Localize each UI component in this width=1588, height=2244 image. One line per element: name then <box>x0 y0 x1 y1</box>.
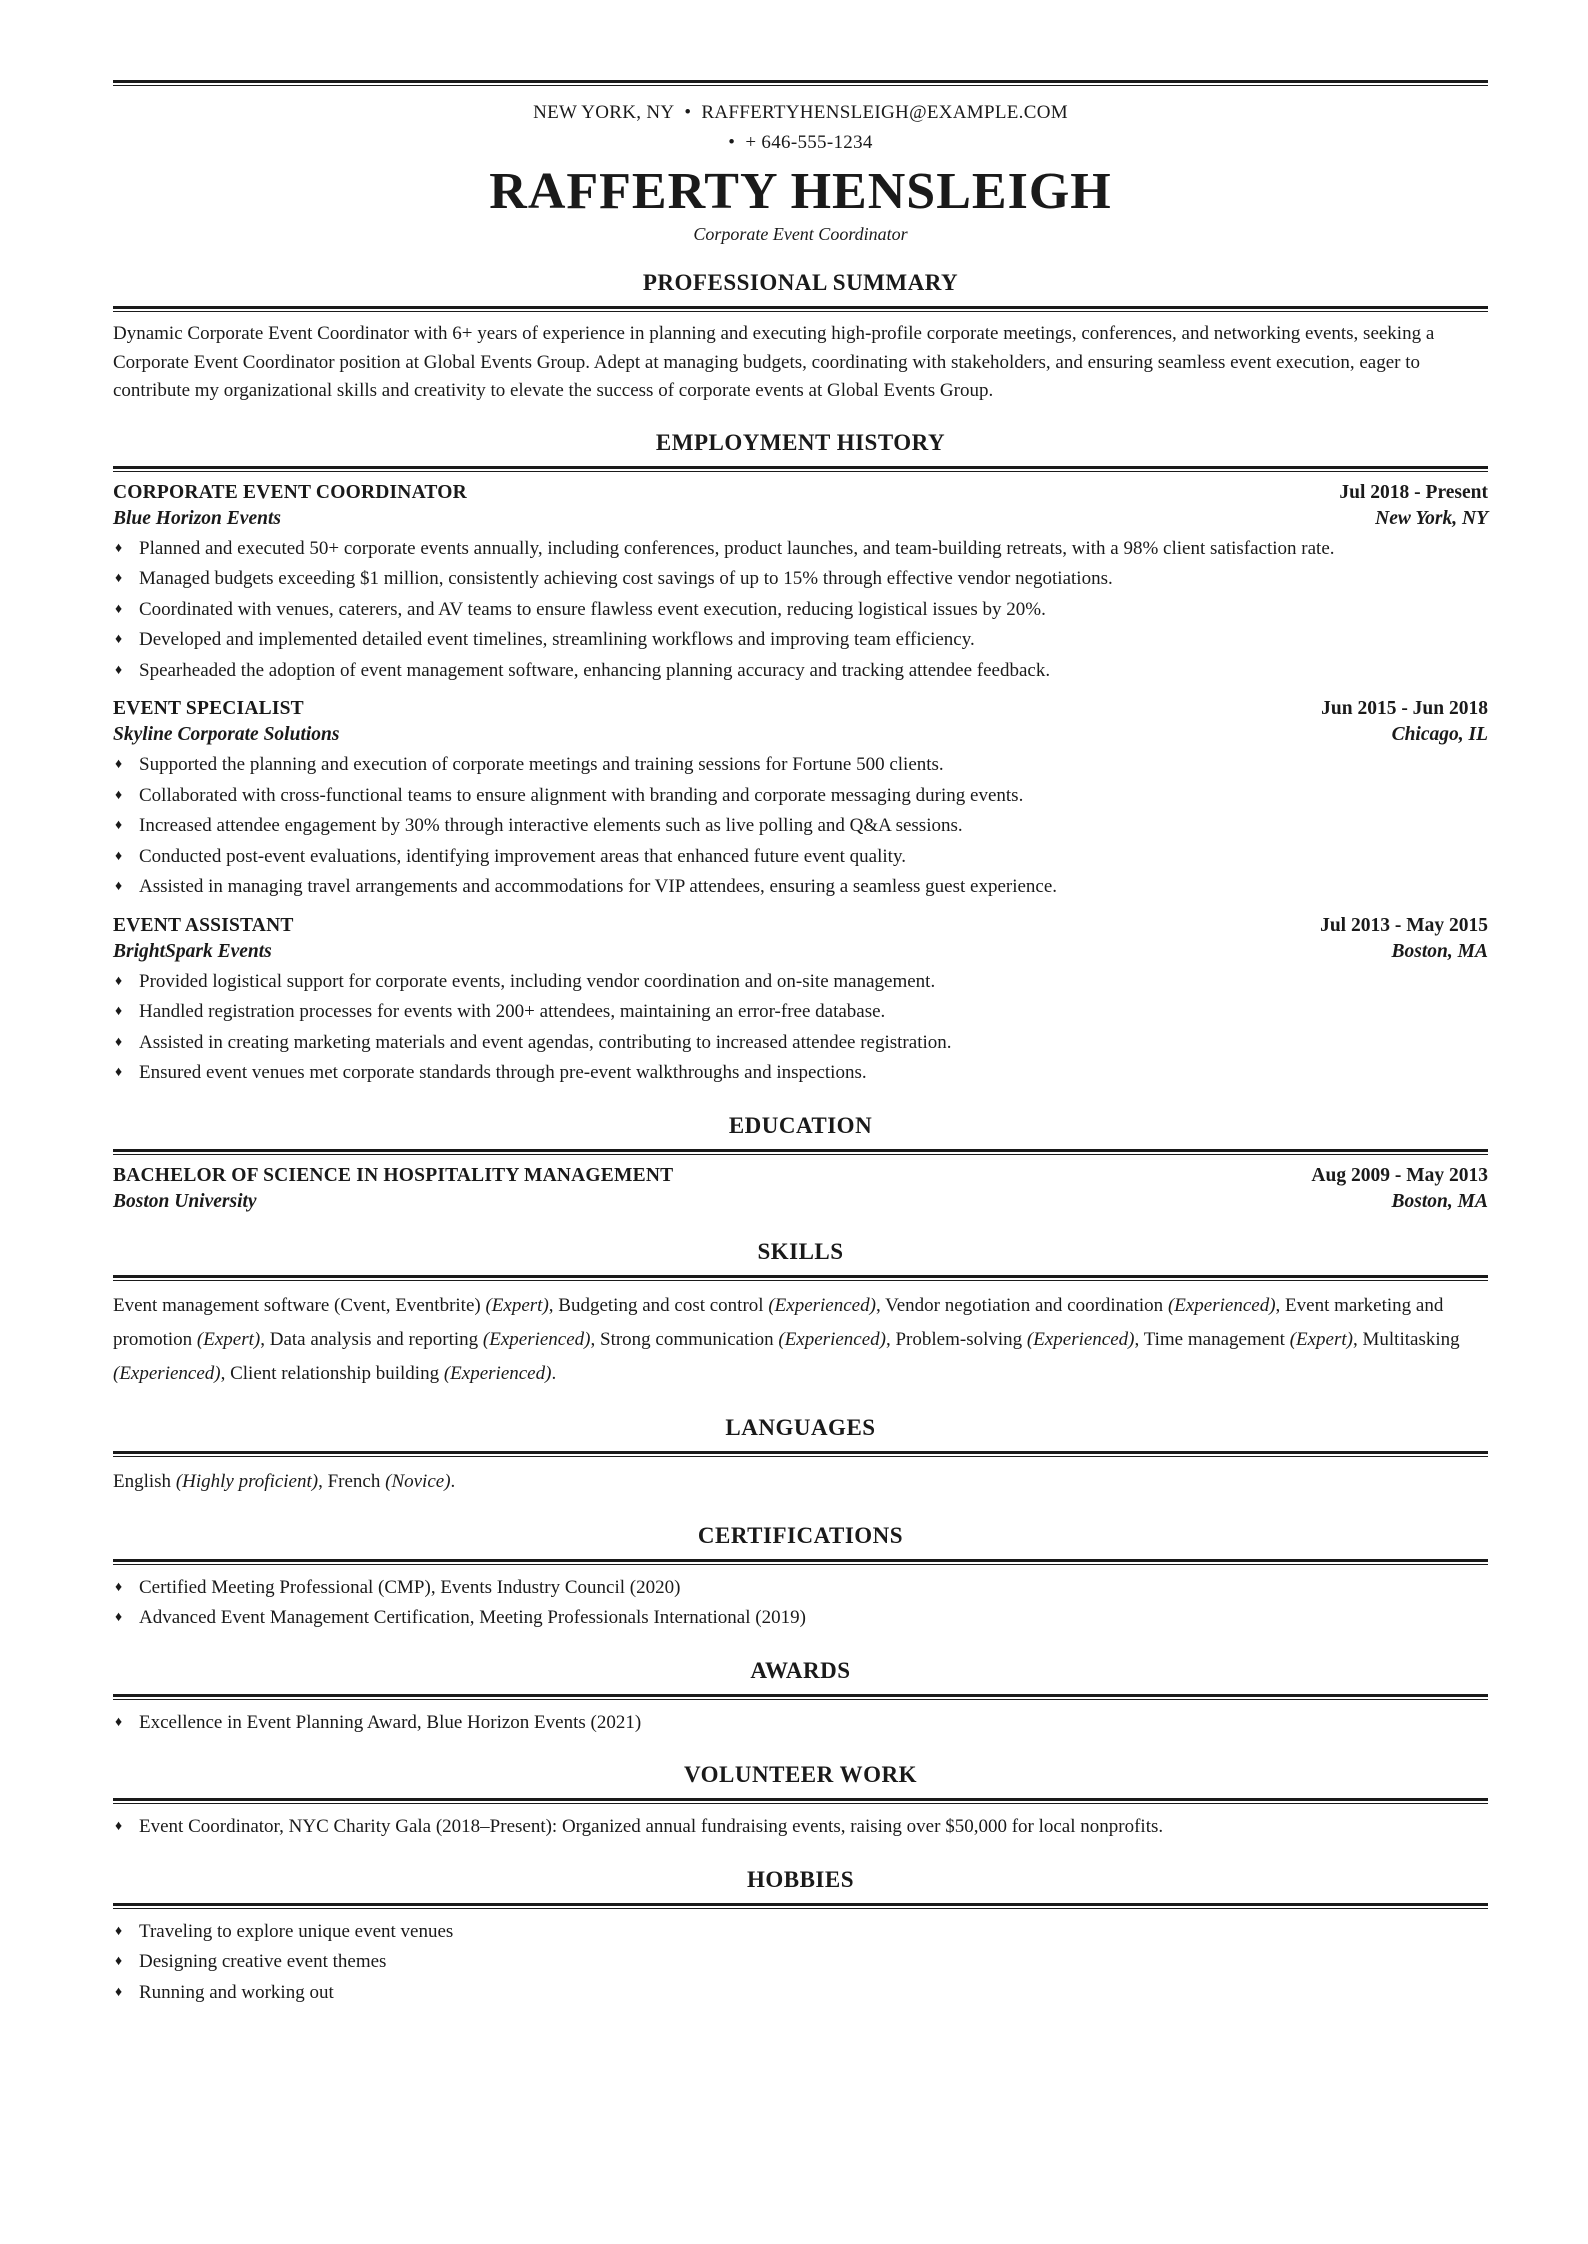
bullet-text: Spearheaded the adoption of event management software, enhancing planning accuracy and tracking attendee feedback. <box>139 659 1051 681</box>
summary-text: Dynamic Corporate Event Coordinator with 6+ years of experience in planning and executing high-profile corporate meetings, conferences, and networking events, seeking a Corporate Event Coordinator position at Global Events Group. Adept at managing budgets, coordinating with stakeholders, and ensuring seamless event execution, eager to contribute my organizational skills and creativity to elevate the success of corporate events at Global Events Group. <box>113 323 1435 401</box>
diamond-bullet-icon: ♦ <box>115 1065 123 1080</box>
bullet-text: Coordinated with venues, caterers, and AV teams to ensure flawless event execution, reducing logistical issues by 20%. <box>139 598 1046 620</box>
bullet-text: Assisted in creating marketing materials and event agendas, contributing to increased attendee registration. <box>139 1031 952 1053</box>
job-title: CORPORATE EVENT COORDINATOR <box>113 481 467 503</box>
bullet-text: Managed budgets exceeding $1 million, consistently achieving cost savings of up to 15% through effective vendor negotiations. <box>139 568 1113 589</box>
volunteer-list <box>113 1812 1488 1843</box>
contact-line-2 <box>113 128 1488 158</box>
skill-level: (Experienced) <box>443 1362 552 1384</box>
employment-body <box>113 480 1488 1089</box>
section-heading: SKILLS <box>757 1238 844 1264</box>
job-entry <box>113 696 1488 903</box>
diamond-bullet-icon: ♦ <box>115 1610 123 1625</box>
bullet-text: Handled registration processes for events with 200+ attendees, maintaining an error-free database. <box>139 1001 886 1022</box>
bullet-text: Increased attendee engagement by 30% through interactive elements such as live polling and Q&A sessions. <box>139 815 963 836</box>
list-item <box>113 595 1488 626</box>
language-name: English <box>113 1470 172 1492</box>
list-item <box>113 872 1488 903</box>
list-item <box>113 534 1488 565</box>
volunteer-body <box>113 1812 1488 1843</box>
candidate-name: RAFFERTY HENSLEIGH <box>489 163 1112 220</box>
section-employment <box>113 428 1488 1089</box>
diamond-bullet-icon: ♦ <box>115 1714 123 1730</box>
section-heading: LANGUAGES <box>725 1414 876 1440</box>
top-double-rule <box>113 80 1488 86</box>
job-bullets <box>113 967 1488 1089</box>
bullet-text: Planned and executed 50+ corporate events annually, including conferences, product launches, and team-building retreats, with a 98% client satisfaction rate. <box>139 537 1335 559</box>
diamond-bullet-icon: ♦ <box>115 879 123 894</box>
list-item <box>113 967 1488 998</box>
diamond-bullet-icon: ♦ <box>115 1984 123 2000</box>
education-body <box>113 1163 1488 1215</box>
skills-body: Event management software (Cvent, Eventbrite) (Expert), Budgeting and cost control (Experienced), Vendor negotiation and coordination (Experienced), Event marketing and promotion (Expert), Data analysis and reporting (Experienced), Strong communication (Experienced), Problem-solving (Experienced), Time management (Expert), Multitasking (Experienced), Client relationship building (Experienced). <box>113 1294 1460 1384</box>
skill-name: Time management <box>1143 1328 1285 1350</box>
languages-body: English (Highly proficient), French (Novice). <box>113 1470 456 1492</box>
diamond-bullet-icon: ♦ <box>115 540 123 556</box>
skill-level: (Experienced) <box>113 1362 221 1384</box>
skill-name: Strong communication <box>600 1328 774 1350</box>
language-level: (Novice) <box>385 1470 451 1492</box>
skill-level: (Expert) <box>1289 1328 1353 1350</box>
skill-name: Multitasking <box>1362 1328 1460 1350</box>
job-entry <box>113 480 1488 687</box>
job-company: Skyline Corporate Solutions <box>113 724 340 745</box>
skill-name: Data analysis and reporting <box>269 1328 479 1350</box>
job-title: EVENT SPECIALIST <box>113 698 304 719</box>
diamond-bullet-icon: ♦ <box>115 1004 123 1019</box>
hobbies-body <box>113 1917 1488 2009</box>
list-item <box>113 1573 1488 1604</box>
section-rule <box>113 1275 1488 1281</box>
awards-list <box>113 1708 1488 1739</box>
bullet-text: Ensured event venues met corporate standards through pre-event walkthroughs and inspections. <box>139 1062 867 1083</box>
diamond-bullet-icon: ♦ <box>115 1579 123 1595</box>
section-heading: VOLUNTEER WORK <box>684 1762 917 1787</box>
skill-name: Problem-solving <box>895 1328 1023 1350</box>
section-heading: AWARDS <box>750 1657 851 1683</box>
list-item <box>113 1917 1488 1948</box>
list-item <box>113 1812 1488 1843</box>
diamond-bullet-icon: ♦ <box>115 818 123 833</box>
section-education <box>113 1111 1488 1215</box>
list-item <box>113 1058 1488 1089</box>
degree: BACHELOR OF SCIENCE IN HOSPITALITY MANAGEMENT <box>113 1164 674 1186</box>
diamond-bullet-icon: ♦ <box>115 787 123 803</box>
job-location: New York, NY <box>1375 507 1488 529</box>
skill-level: (Experienced) <box>768 1294 876 1316</box>
list-item <box>113 997 1488 1028</box>
list-item <box>113 564 1488 595</box>
school-location: Boston, MA <box>1391 1190 1488 1212</box>
resume-page <box>113 80 1488 2008</box>
section-rule <box>113 1798 1488 1804</box>
bullet-text: Event Coordinator, NYC Charity Gala (2018–Present): Organized annual fundraising events, raising over $50,000 for local nonprofits. <box>139 1816 1164 1837</box>
skill-level: (Expert) <box>485 1294 549 1316</box>
section-heading: CERTIFICATIONS <box>697 1522 904 1548</box>
section-certifications <box>113 1521 1488 1634</box>
job-title-subtitle: Corporate Event Coordinator <box>693 224 908 244</box>
skill-name: Budgeting and cost control <box>558 1294 764 1316</box>
section-rule <box>113 1694 1488 1700</box>
certifications-list <box>113 1573 1488 1634</box>
contact-line-1 <box>113 98 1488 128</box>
section-summary <box>113 268 1488 406</box>
diamond-bullet-icon: ♦ <box>115 1034 123 1050</box>
section-rule <box>113 1903 1488 1909</box>
job-bullets <box>113 534 1488 687</box>
bullet-text: Designing creative event themes <box>139 1951 387 1972</box>
bullet-text: Collaborated with cross-functional teams to ensure alignment with branding and corporate messaging during events. <box>139 784 1024 806</box>
phone: + 646-555-1234 <box>745 132 873 153</box>
separator-dot: • <box>728 132 736 153</box>
list-item <box>113 1028 1488 1059</box>
section-rule <box>113 1149 1488 1155</box>
diamond-bullet-icon: ♦ <box>115 848 123 864</box>
bullet-text: Supported the planning and execution of corporate meetings and training sessions for Fortune 500 clients. <box>139 754 944 775</box>
job-dates: Jun 2015 - Jun 2018 <box>1321 698 1488 719</box>
list-item <box>113 656 1488 687</box>
hobbies-list <box>113 1917 1488 2009</box>
separator-dot: • <box>684 102 692 123</box>
skill-name: Event management software (Cvent, Eventbrite) <box>113 1294 481 1316</box>
list-item <box>113 1947 1488 1978</box>
skill-level: (Experienced) <box>1026 1328 1135 1350</box>
language-level: (Highly proficient) <box>175 1470 319 1492</box>
education-entry <box>113 1163 1488 1215</box>
skill-name: Vendor negotiation and coordination <box>885 1294 1164 1316</box>
email: RAFFERTYHENSLEIGH@EXAMPLE.COM <box>701 102 1068 123</box>
list-item <box>113 750 1488 781</box>
diamond-bullet-icon: ♦ <box>115 973 123 989</box>
school: Boston University <box>113 1190 257 1212</box>
job-title: EVENT ASSISTANT <box>113 914 294 936</box>
job-entry <box>113 913 1488 1089</box>
job-dates: Jul 2013 - May 2015 <box>1320 914 1488 936</box>
bullet-text: Conducted post-event evaluations, identifying improvement areas that enhanced future event quality. <box>139 845 906 867</box>
section-awards <box>113 1656 1488 1739</box>
skill-name: Client relationship building <box>230 1362 440 1384</box>
section-heading: EDUCATION <box>728 1112 873 1138</box>
section-rule <box>113 466 1488 472</box>
list-item <box>113 842 1488 873</box>
bullet-text: Running and working out <box>139 1981 334 2003</box>
location: NEW YORK, NY <box>533 102 675 123</box>
bullet-text: Certified Meeting Professional (CMP), Events Industry Council (2020) <box>139 1576 681 1598</box>
section-rule <box>113 1559 1488 1565</box>
section-heading: EMPLOYMENT HISTORY <box>655 429 946 455</box>
diamond-bullet-icon: ♦ <box>115 1819 123 1834</box>
diamond-bullet-icon: ♦ <box>115 601 123 617</box>
diamond-bullet-icon: ♦ <box>115 632 123 647</box>
skill-name: Event marketing and promotion <box>113 1294 1444 1350</box>
contact-info <box>113 98 1488 158</box>
list-item <box>113 625 1488 656</box>
bullet-text: Excellence in Event Planning Award, Blue Horizon Events (2021) <box>139 1711 642 1733</box>
job-company: BrightSpark Events <box>113 940 272 962</box>
section-volunteer <box>113 1760 1488 1843</box>
list-item <box>113 1603 1488 1634</box>
skill-level: (Expert) <box>196 1328 261 1350</box>
section-hobbies <box>113 1865 1488 2009</box>
summary-body <box>113 320 1488 406</box>
list-item <box>113 781 1488 812</box>
diamond-bullet-icon: ♦ <box>115 757 123 772</box>
language-name: French <box>327 1470 381 1492</box>
job-location: Boston, MA <box>1391 940 1488 962</box>
job-company: Blue Horizon Events <box>113 507 281 529</box>
diamond-bullet-icon: ♦ <box>115 1954 123 1969</box>
diamond-bullet-icon: ♦ <box>115 662 123 678</box>
bullet-text: Traveling to explore unique event venues <box>139 1920 454 1942</box>
bullet-text: Assisted in managing travel arrangements and accommodations for VIP attendees, ensuring a seamless guest experience. <box>139 876 1058 897</box>
section-heading: PROFESSIONAL SUMMARY <box>642 270 959 295</box>
list-item <box>113 1708 1488 1739</box>
skill-level: (Experienced) <box>778 1328 886 1350</box>
section-heading: HOBBIES <box>746 1866 855 1892</box>
diamond-bullet-icon: ♦ <box>115 571 123 586</box>
job-bullets <box>113 750 1488 903</box>
skill-level: (Experienced) <box>482 1328 591 1350</box>
job-location: Chicago, IL <box>1391 724 1488 745</box>
job-dates: Jul 2018 - Present <box>1339 481 1488 503</box>
bullet-text: Developed and implemented detailed event timelines, streamlining workflows and improving team efficiency. <box>139 629 975 650</box>
section-rule <box>113 306 1488 312</box>
section-skills <box>113 1237 1488 1391</box>
education-dates: Aug 2009 - May 2013 <box>1311 1164 1488 1186</box>
skill-level: (Experienced) <box>1167 1294 1276 1316</box>
section-rule <box>113 1451 1488 1457</box>
list-item <box>113 811 1488 842</box>
section-languages <box>113 1413 1488 1499</box>
awards-body <box>113 1708 1488 1739</box>
certifications-body <box>113 1573 1488 1634</box>
bullet-text: Provided logistical support for corporate events, including vendor coordination and on-site management. <box>139 970 936 992</box>
bullet-text: Advanced Event Management Certification, Meeting Professionals International (2019) <box>139 1607 806 1628</box>
list-item <box>113 1978 1488 2009</box>
diamond-bullet-icon: ♦ <box>115 1923 123 1939</box>
